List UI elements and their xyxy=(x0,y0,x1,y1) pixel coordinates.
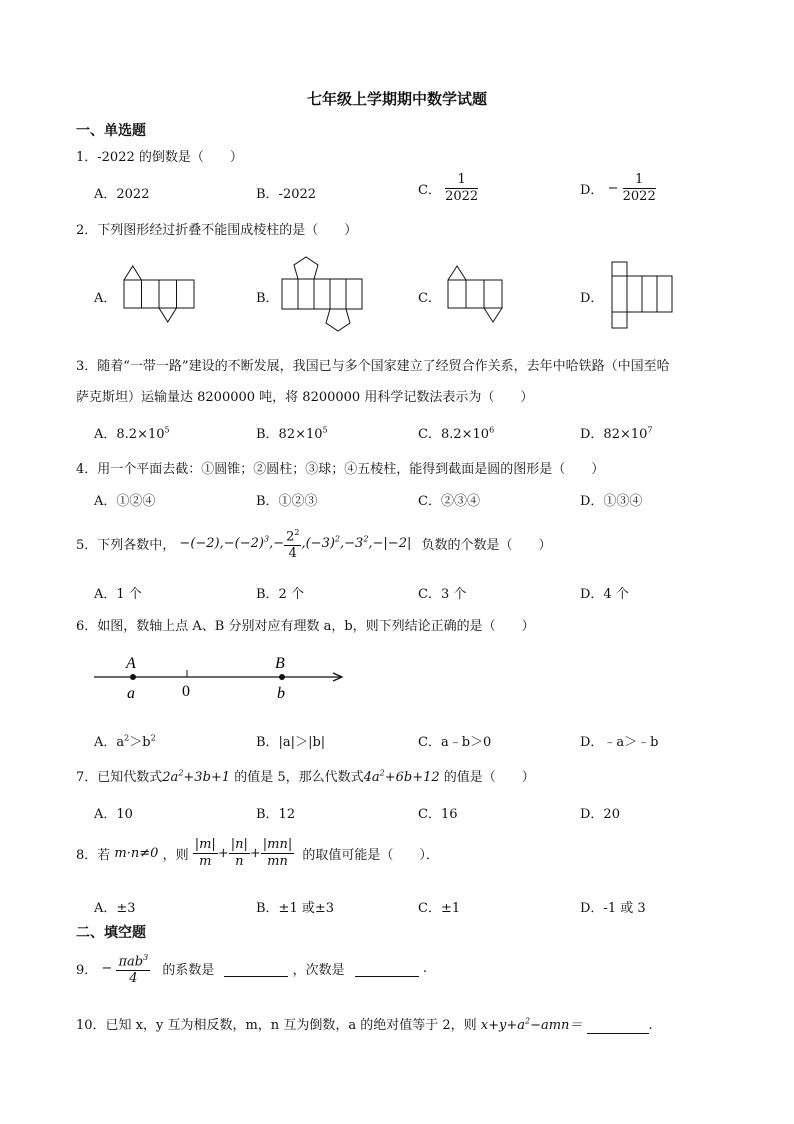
q5-option-a: A．1 个 xyxy=(94,587,142,602)
page-title: 七年级上学期期中数学试题 xyxy=(306,90,487,108)
question-3-stem-line-1: 3．随着“一带一路”建设的不断发展，我国已与多个国家建立了经贸合作关系，去年中哈铁路（中国至哈 xyxy=(76,359,670,374)
q5-option-b: B．2 个 xyxy=(256,587,304,602)
q6-option-b: B．|a|＞|b| xyxy=(256,735,326,750)
q4-option-d: D．①③④ xyxy=(580,494,643,509)
value-b-label: b xyxy=(277,685,285,702)
q2-net-figure-b xyxy=(278,255,368,335)
q4-option-c: C．②③④ xyxy=(418,494,480,509)
q2-option-b-label: B． xyxy=(256,291,279,306)
q10-expression: $x+y+a^2-amn=$ xyxy=(480,1016,583,1033)
q5-option-c: C．3 个 xyxy=(418,587,467,602)
q1-option-d: D． − $\frac{1}{2022}$ xyxy=(580,172,656,204)
question-5-stem: 5．下列各数中， $-(-2),-(-2)^3,-$ $\frac{2^2}{4}$ $,(-3)^2,-3^2,-|-2|$ 负数的个数是（ ） xyxy=(76,525,552,562)
q8-fraction-3: $\frac{|mn|}{mn}$ xyxy=(262,837,293,869)
q1-option-a: A．2022 xyxy=(94,187,150,202)
q2-net-figure-a xyxy=(120,262,200,326)
q9-fraction: $\frac{\pi ab^3}{4}$ xyxy=(116,950,150,987)
q8-option-c: C．±1 xyxy=(418,901,461,916)
q1d-numerator: 1 xyxy=(623,172,656,189)
q4-option-a: A．①②④ xyxy=(94,494,156,509)
question-9-stem: 9． − $\frac{\pi ab^3}{4}$ 的系数是 ，次数是 . xyxy=(76,950,427,987)
q1d-denominator: 2022 xyxy=(622,189,656,204)
q7-expression-2: $4a^2+6b+12$ xyxy=(363,768,440,785)
q2-option-d-label: D． xyxy=(580,291,604,306)
question-7-stem: 7．已知代数式$2a^2+3b+1$ 的值是 5，那么代数式$4a^2+6b+12$ 的值是（ ） xyxy=(76,768,535,785)
q9-degree-blank[interactable] xyxy=(355,961,419,977)
q3-option-a: A．$8.2\times 10^5$ xyxy=(94,425,170,442)
question-8-stem: 8．若 m·n≠0 ，则 $\frac{|m|}{m}$ + $\frac{|n|}{n}$ + $\frac{|mn|}{mn}$ 的取值可能是（ ）． xyxy=(76,837,439,869)
question-1-stem: 1．-2022 的倒数是（ ） xyxy=(76,150,243,165)
point-b-dot xyxy=(279,674,285,680)
q2-net-figure-d xyxy=(608,258,678,332)
question-4-stem: 4．用一个平面去截：①圆锥；②圆柱；③球；④五棱柱，能得到截面是圆的图形是（ ） xyxy=(76,462,605,477)
point-a-label: A xyxy=(126,655,136,672)
q2-option-a-label: A． xyxy=(94,291,117,306)
question-2-stem: 2．下列图形经过折叠不能围成棱柱的是（ ） xyxy=(76,223,358,238)
q2-option-c-label: C． xyxy=(418,291,441,306)
section-heading-single-choice: 一、单选题 xyxy=(76,123,146,139)
q5-option-d: D．4 个 xyxy=(580,587,629,602)
q6-option-a: A．$a^2>b^2$ xyxy=(94,733,156,750)
q4-option-b: B．①②③ xyxy=(256,494,318,509)
value-a-label: a xyxy=(127,685,135,702)
q3-option-b: B．$82\times 10^5$ xyxy=(256,425,328,442)
q8-fraction-2: $\frac{|n|}{n}$ xyxy=(230,837,248,869)
q2-net-figure-c xyxy=(444,262,508,326)
q8-option-b: B．±1 或±3 xyxy=(256,901,335,916)
point-b-label: B xyxy=(275,655,285,672)
question-6-stem: 6．如图，数轴上点 A、B 分别对应有理数 a，b，则下列结论正确的是（ ） xyxy=(76,619,535,634)
point-a-dot xyxy=(130,674,136,680)
q3-option-c: C．$8.2\times 10^6$ xyxy=(418,425,495,442)
q1c-numerator: 1 xyxy=(445,172,478,189)
q8-fraction-1: $\frac{|m|}{m}$ xyxy=(194,837,216,869)
q3-option-d: D．$82\times 10^7$ xyxy=(580,425,653,442)
q5-expression: $-(-2),-(-2)^3,-$ $\frac{2^2}{4}$ $,(-3)^2,-3^2,-|-2|$ xyxy=(179,536,411,551)
q9-coefficient-blank[interactable] xyxy=(224,961,288,977)
question-10-stem: 10．已知 x，y 互为相反数，m，n 互为倒数，a 的绝对值等于 2，则 $x+y+a^2-amn=$ . xyxy=(76,1016,653,1033)
q6-number-line xyxy=(90,648,360,704)
q8-option-d: D．-1 或 3 xyxy=(580,901,646,916)
q7-expression-1: $2a^2+3b+1$ xyxy=(162,768,231,785)
section-heading-fill-in: 二、填空题 xyxy=(76,925,146,941)
q1-option-b: B．-2022 xyxy=(256,187,317,202)
q1c-denominator: 2022 xyxy=(445,189,479,204)
q7-option-b: B．12 xyxy=(256,807,296,822)
q6-option-c: C．a﹣b＞0 xyxy=(418,735,492,750)
q7-option-d: D．20 xyxy=(580,807,620,822)
q1-option-c: C． $\frac{1}{2022}$ xyxy=(418,172,479,204)
q6-option-d: D．﹣a＞﹣b xyxy=(580,735,659,750)
q8-condition: m·n≠0 xyxy=(114,846,159,861)
q7-option-a: A．10 xyxy=(94,807,133,822)
q8-option-a: A．±3 xyxy=(94,901,136,916)
q7-option-c: C．16 xyxy=(418,807,458,822)
q10-answer-blank[interactable] xyxy=(587,1018,649,1034)
question-3-stem-line-2: 萨克斯坦）运输量达 8200000 吨，将 8200000 用科学记数法表示为（ ） xyxy=(76,390,534,405)
zero-label: 0 xyxy=(182,683,190,700)
